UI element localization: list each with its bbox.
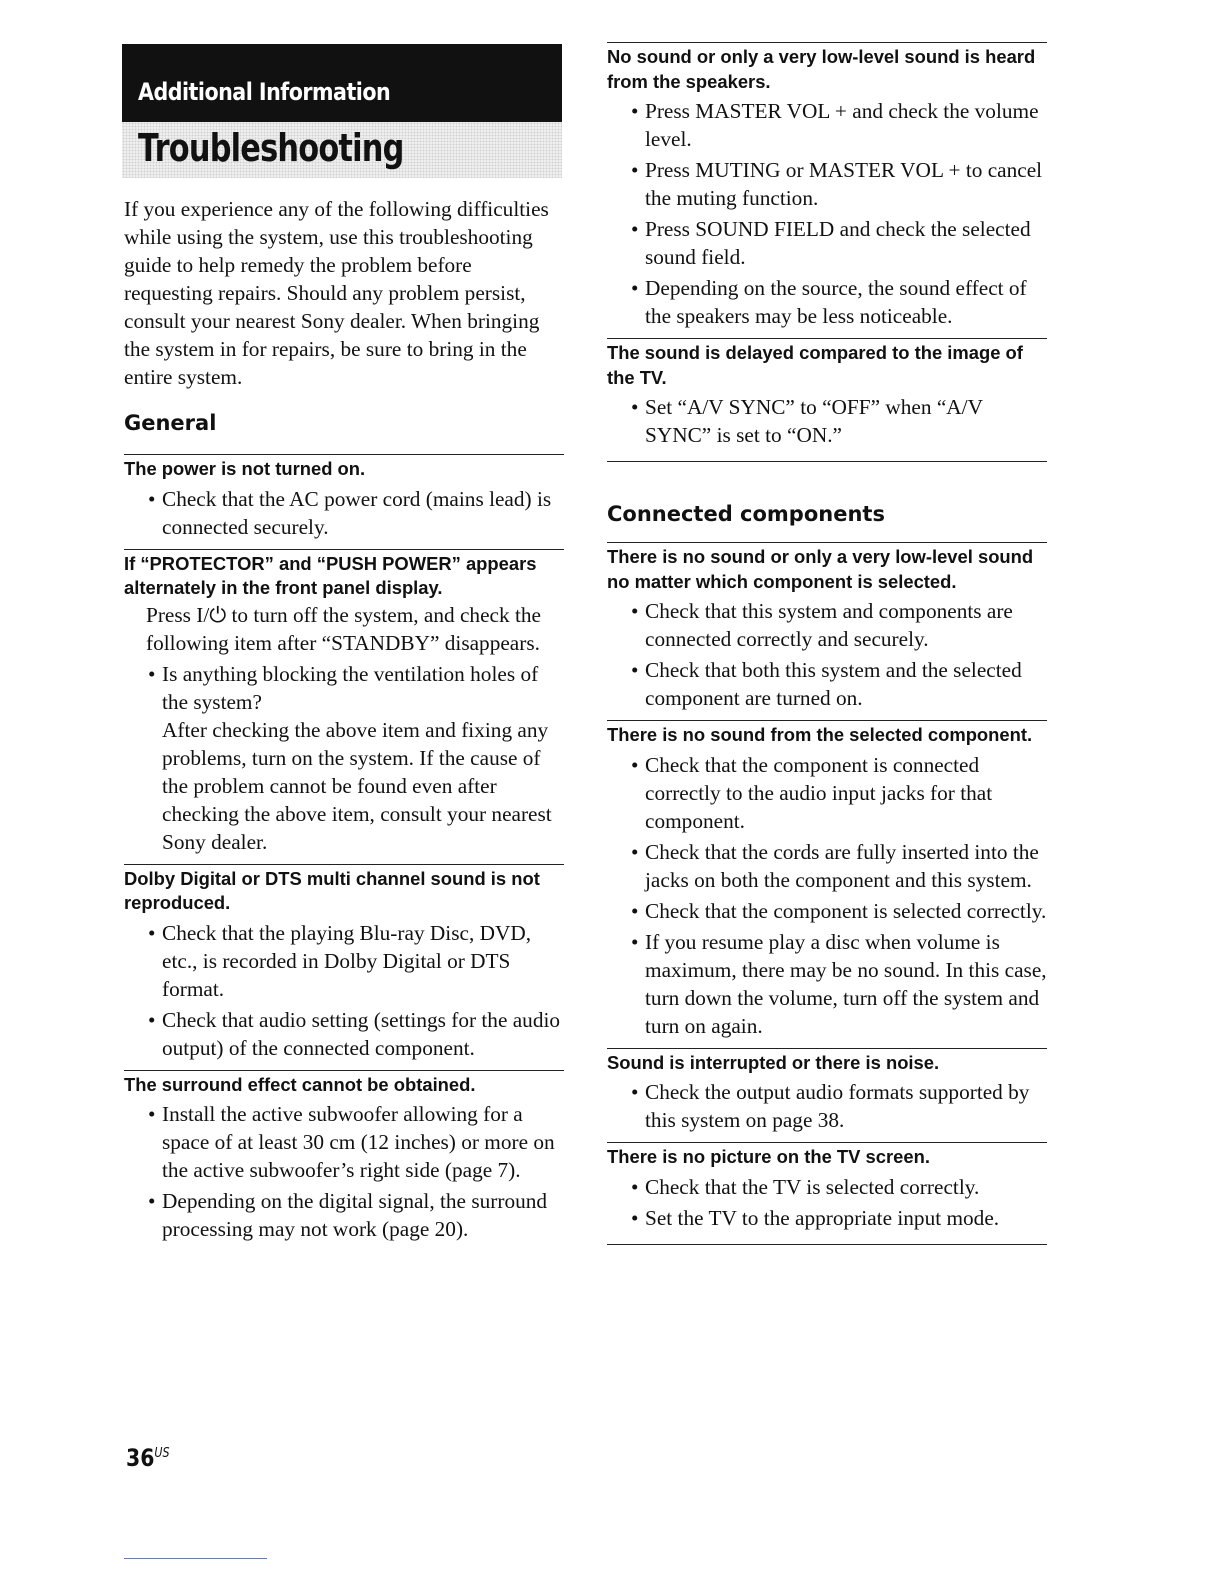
problem-question: Dolby Digital or DTS multi channel sound is not reproduced. — [124, 867, 540, 913]
general-problem-list — [124, 454, 564, 1249]
bullet-item: • Check that both this system and the selected component are turned on. — [631, 658, 1022, 710]
problem-question: The sound is delayed compared to the image of the TV. — [607, 342, 1023, 388]
problem-block — [607, 1048, 1047, 1141]
bullet-text: Check that the cords are fully inserted into the jacks on both the component and this system. — [645, 839, 1039, 892]
bullet-text: Is anything blocking the ventilation holes of the system? — [162, 661, 539, 714]
bullet-extra-text: After checking the above item and fixing any problems, turn on the system. If the cause of the problem cannot be found even after checking the above item, consult your nearest Sony dealer. — [162, 717, 552, 854]
bullet-text: Depending on the digital signal, the surround processing may not work (page 20). — [162, 1189, 548, 1241]
problem-question: There is no picture on the TV screen. — [607, 1146, 930, 1167]
page-number-value: 36 — [126, 1444, 155, 1472]
bullet-item: • Check that the AC power cord (mains lead) is connected securely. — [148, 486, 552, 539]
title-band — [122, 122, 562, 178]
problem-body — [124, 485, 564, 547]
problem-body — [607, 597, 1047, 718]
section-end-rule — [607, 461, 1047, 462]
problem-block — [607, 720, 1047, 1046]
bullet-item: • Check that this system and components are connected correctly and securely. — [631, 599, 1013, 651]
bullet-item: • Check that the component is selected correctly. — [631, 898, 1047, 923]
connected-heading: Connected components — [607, 502, 885, 526]
problem-block — [607, 338, 1047, 455]
bullet-text: Check that the playing Blu-ray Disc, DVD, etc., is recorded in Dolby Digital or DTS format. — [162, 920, 532, 1001]
problem-question: If “PROTECTOR” and “PUSH POWER” appears alternately in the front panel display. — [124, 552, 537, 598]
bullet-text: Press MASTER VOL + and check the volume level. — [645, 99, 1039, 151]
footer-rule — [124, 1558, 267, 1559]
bullet-item: • Press MUTING or MASTER VOL + to cancel the muting function. — [631, 158, 1043, 210]
bullet-text: Depending on the source, the sound effect of the speakers may be less noticeable. — [645, 276, 1027, 328]
problem-question: Sound is interrupted or there is noise. — [607, 1051, 940, 1073]
section-label: Additional Information — [138, 78, 391, 106]
connected-problem-list — [607, 542, 1047, 1245]
bullet-text: Check that the component is selected correctly. — [645, 898, 1047, 923]
problem-question: The surround effect cannot be obtained. — [124, 1073, 476, 1095]
bullet-item: • Check that the cords are fully inserted into the jacks on both the component and this system. — [631, 839, 1039, 892]
bullet-text: Check that the TV is selected correctly. — [645, 1174, 980, 1199]
bullet-item: • Press MASTER VOL + and check the volume level. — [631, 99, 1039, 151]
bullet-text: Check that this system and components are connected correctly and securely. — [645, 599, 1013, 651]
problem-block — [607, 1142, 1047, 1238]
bullet-item: • Check that audio setting (settings for the audio output) of the connected component. — [148, 1007, 561, 1060]
bullet-item: • If you resume play a disc when volume is maximum, there may be no sound. In this case, turn down the volume, turn off the system and turn on again. — [631, 929, 1047, 1038]
general-heading: General — [124, 411, 217, 435]
problem-question: There is no sound from the selected component. — [607, 724, 1033, 745]
page-number-suffix: US — [154, 1446, 170, 1461]
bullet-text: Set “A/V SYNC” to “OFF” when “A/V SYNC” is set to “ON.” — [645, 395, 983, 447]
problem-question: No sound or only a very low-level sound is heard from the speakers. — [607, 46, 1036, 92]
bullet-item: • Depending on the digital signal, the surround processing may not work (page 20). — [148, 1189, 548, 1241]
problem-body — [124, 601, 564, 862]
problem-body — [607, 97, 1047, 336]
bullet-text: Check the output audio formats supported by this system on page 38. — [645, 1080, 1030, 1132]
problem-block — [124, 454, 564, 547]
bullet-text: If you resume play a disc when volume is maximum, there may be no sound. In this case, turn down the volume, turn off the system and turn on again. — [645, 929, 1047, 1038]
page-title: Troubleshooting — [138, 126, 404, 170]
problem-question: There is no sound or only a very low-level sound no matter which component is selected. — [607, 546, 1034, 592]
problem-block — [124, 1070, 564, 1250]
bullet-item: • Install the active subwoofer allowing for a space of at least 30 cm (12 inches) or more on the active subwoofer’s right side (page 7). — [148, 1102, 555, 1182]
bullet-text: Check that both this system and the selected component are turned on. — [645, 658, 1022, 710]
bullet-item: • Set the TV to the appropriate input mode. — [631, 1205, 1000, 1230]
right-column — [607, 42, 1047, 1245]
problem-body — [607, 393, 1047, 455]
bullet-text: Check that the AC power cord (mains lead) is connected securely. — [162, 486, 552, 539]
bullet-item: • Press SOUND FIELD and check the selected sound field. — [631, 217, 1031, 269]
problem-block — [607, 542, 1047, 718]
bullet-item: • Check the output audio formats supported by this system on page 38. — [631, 1080, 1030, 1132]
problem-lead: Press I/⏻ to turn off the system, and check the following item after “STANDBY” disappears. — [146, 602, 541, 655]
bullet-item: • Check that the playing Blu-ray Disc, DVD, etc., is recorded in Dolby Digital or DTS format. — [148, 920, 532, 1001]
problem-body — [607, 751, 1047, 1046]
problem-question: The power is not turned on. — [124, 458, 366, 479]
problem-body — [607, 1173, 1047, 1238]
section-header-bar — [122, 44, 562, 122]
problem-block — [607, 42, 1047, 336]
section-end-rule — [607, 1244, 1047, 1245]
bullet-text: Set the TV to the appropriate input mode. — [645, 1205, 1000, 1230]
page-number — [126, 1444, 170, 1472]
problem-body — [124, 919, 564, 1068]
bullet-item: • Check that the component is connected correctly to the audio input jacks for that component. — [631, 752, 993, 833]
intro-paragraph: If you experience any of the following difficulties while using the system, use this troubleshooting guide to help remedy the problem before requesting repairs. Should any problem persist, consult your nearest Sony dealer. When bringing the system in for repairs, be sure to bring in the entire system. — [124, 197, 549, 389]
bullet-text: Install the active subwoofer allowing for a space of at least 30 cm (12 inches) or more on the active subwoofer’s right side (page 7). — [162, 1102, 555, 1182]
bullet-item: • Set “A/V SYNC” to “OFF” when “A/V SYNC” is set to “ON.” — [631, 395, 983, 447]
bullet-text: Check that the component is connected correctly to the audio input jacks for that component. — [645, 752, 993, 833]
bullet-item: • Check that the TV is selected correctly. — [631, 1174, 980, 1199]
problem-body — [124, 1100, 564, 1249]
problem-body — [607, 1078, 1047, 1140]
problem-block — [124, 549, 564, 862]
bullet-text: Press SOUND FIELD and check the selected sound field. — [645, 217, 1031, 269]
left-column — [124, 195, 564, 1249]
problem-block — [124, 864, 564, 1068]
bullet-item: • Is anything blocking the ventilation holes of the system? After checking the above item and fixing any problems, turn on the system. If the cause of the problem cannot be found even after checking the above item, consult your nearest Sony dealer. — [124, 660, 564, 856]
bullet-item: • Depending on the source, the sound effect of the speakers may be less noticeable. — [631, 276, 1027, 328]
bullet-text: Check that audio setting (settings for the audio output) of the connected component. — [162, 1007, 561, 1060]
bullet-text: Press MUTING or MASTER VOL + to cancel the muting function. — [645, 158, 1043, 210]
